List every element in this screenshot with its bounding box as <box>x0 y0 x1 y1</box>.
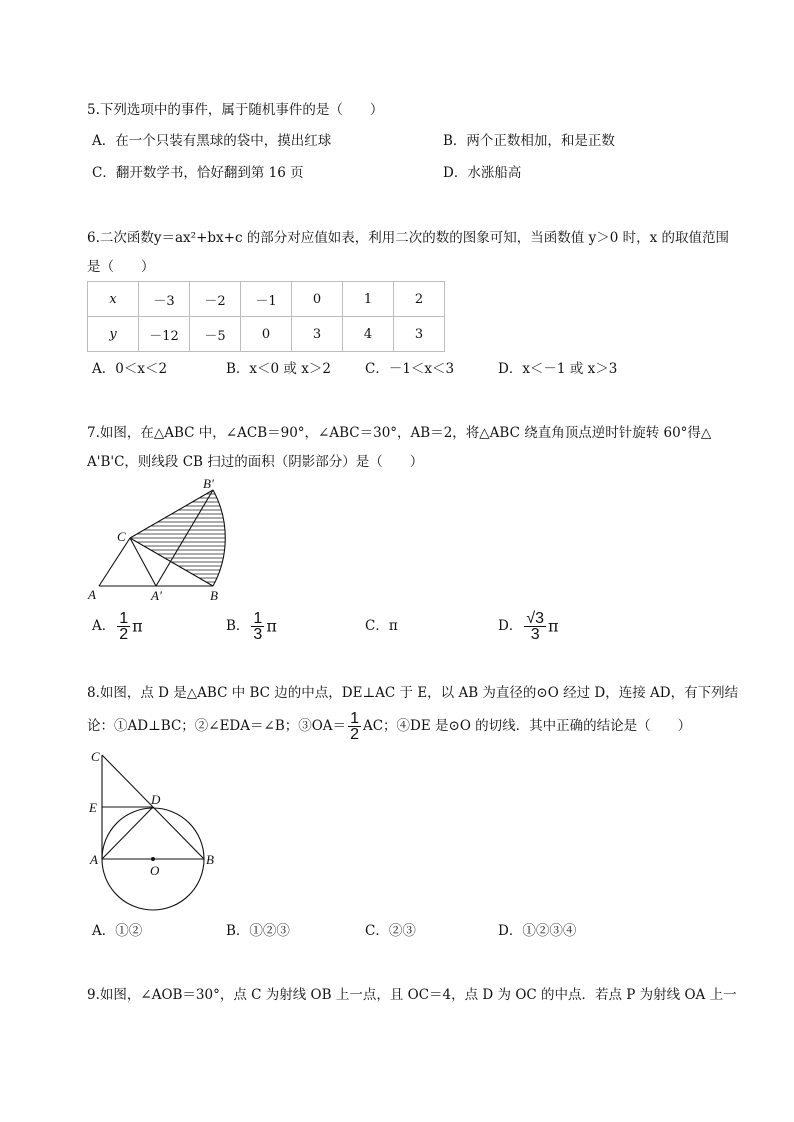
fraction-denominator: 3 <box>530 626 540 643</box>
q8-circle-figure <box>86 745 226 925</box>
fraction-numerator: 1 <box>253 610 263 627</box>
q6-stem-line1: 6.二次函数y＝ax²+bx+c 的部分对应值如表，利用二次的数的图象可知，当函数值 y＞0 时，x 的取值范围 <box>87 230 730 246</box>
option-letter: D． <box>498 618 523 634</box>
table-cell: 4 <box>343 317 394 352</box>
table-row <box>88 282 445 317</box>
fraction <box>251 611 264 642</box>
fraction <box>117 611 130 642</box>
fraction-denominator: 2 <box>350 726 359 743</box>
q8-option-c: C．②③ <box>365 923 416 939</box>
q5-stem: 5.下列选项中的事件，属于随机事件的是（ ） <box>87 102 384 118</box>
q6-stem-line2: 是（ ） <box>87 259 155 275</box>
pi-symbol: π <box>266 616 277 636</box>
table-cell: －3 <box>139 282 190 317</box>
label-o: O <box>150 863 160 878</box>
table-cell: 0 <box>292 282 343 317</box>
q8-option-a: A．①② <box>92 923 143 939</box>
table-cell: －1 <box>241 282 292 317</box>
q8-stem-line2 <box>87 710 691 742</box>
pi-symbol: π <box>132 616 143 636</box>
label-a: A <box>90 852 98 867</box>
q6-option-b: B．x＜0 或 x＞2 <box>226 361 331 377</box>
q7-stem-line1: 7.如图，在△ABC 中，∠ACB＝90°，∠ABC＝30°，AB＝2，将△ABC 绕直角顶点逆时针旋转 60°得△ <box>87 425 712 441</box>
table-cell: 1 <box>343 282 394 317</box>
table-cell: －5 <box>190 317 241 352</box>
q6-option-a: A．0＜x＜2 <box>92 361 168 377</box>
label-d: D <box>151 792 161 807</box>
q5-option-c: C．翻开数学书，恰好翻到第 16 页 <box>92 165 304 181</box>
table-cell: 3 <box>292 317 343 352</box>
table-cell: 3 <box>394 317 445 352</box>
option-letter: B． <box>226 618 250 634</box>
q8-stem-part1: 论：①AD⊥BC；②∠EDA＝∠B；③OA＝ <box>87 718 347 734</box>
q7-rotation-figure <box>85 472 245 607</box>
label-a: A <box>88 587 96 602</box>
fraction <box>348 711 361 742</box>
fraction-denominator: 2 <box>119 626 129 643</box>
pi-symbol: π <box>548 616 559 636</box>
q7-stem-line2: A'B'C，则线段 CB 扫过的面积（阴影部分）是（ ） <box>87 454 424 470</box>
q5-option-b: B．两个正数相加，和是正数 <box>443 133 615 149</box>
q8-stem-part2: AC；④DE 是⊙O 的切线．其中正确的结论是（ ） <box>362 718 692 734</box>
q7-option-a <box>92 610 143 643</box>
q7-option-b <box>226 610 277 643</box>
q6-option-c: C．－1＜x＜3 <box>365 361 455 377</box>
label-c: C <box>91 749 100 764</box>
label-c: C <box>117 529 126 544</box>
table-row <box>88 317 445 352</box>
q7-option-c: C．π <box>365 618 398 634</box>
fraction-numerator: √3 <box>526 610 545 627</box>
q5-option-a: A．在一个只装有黑球的袋中，摸出红球 <box>92 133 332 149</box>
fraction-denominator: 3 <box>253 626 263 643</box>
hatched-shaded-region <box>125 490 235 586</box>
q6-option-d: D．x＜－1 或 x＞3 <box>498 361 618 377</box>
table-cell: 0 <box>241 317 292 352</box>
label-b: B <box>206 852 214 867</box>
q5-option-d: D．水涨船高 <box>443 165 522 181</box>
q8-option-b: B．①②③ <box>226 923 290 939</box>
label-b-prime: B' <box>203 476 214 491</box>
fraction-numerator: 1 <box>119 610 129 627</box>
q6-value-table <box>87 281 445 352</box>
fraction <box>524 611 546 642</box>
label-a-prime: A' <box>151 588 162 603</box>
table-cell: －2 <box>190 282 241 317</box>
label-b: B <box>210 588 218 603</box>
q9-stem-line1: 9.如图，∠AOB＝30°，点 C 为射线 OB 上一点，且 OC＝4，点 D 为 OC 的中点．若点 P 为射线 OA 上一 <box>87 987 737 1003</box>
q7-option-d <box>498 610 559 643</box>
table-header-y: y <box>88 317 139 352</box>
table-cell: －12 <box>139 317 190 352</box>
label-e: E <box>89 800 97 815</box>
fraction-numerator: 1 <box>350 710 359 727</box>
table-cell: 2 <box>394 282 445 317</box>
option-letter: A． <box>92 618 116 634</box>
q8-option-d: D．①②③④ <box>498 923 577 939</box>
center-point <box>151 857 155 861</box>
table-header-x: x <box>88 282 139 317</box>
q8-stem-line1: 8.如图，点 D 是△ABC 中 BC 边的中点，DE⊥AC 于 E，以 AB 为直径的⊙O 经过 D，连接 AD，有下列结 <box>87 685 739 701</box>
